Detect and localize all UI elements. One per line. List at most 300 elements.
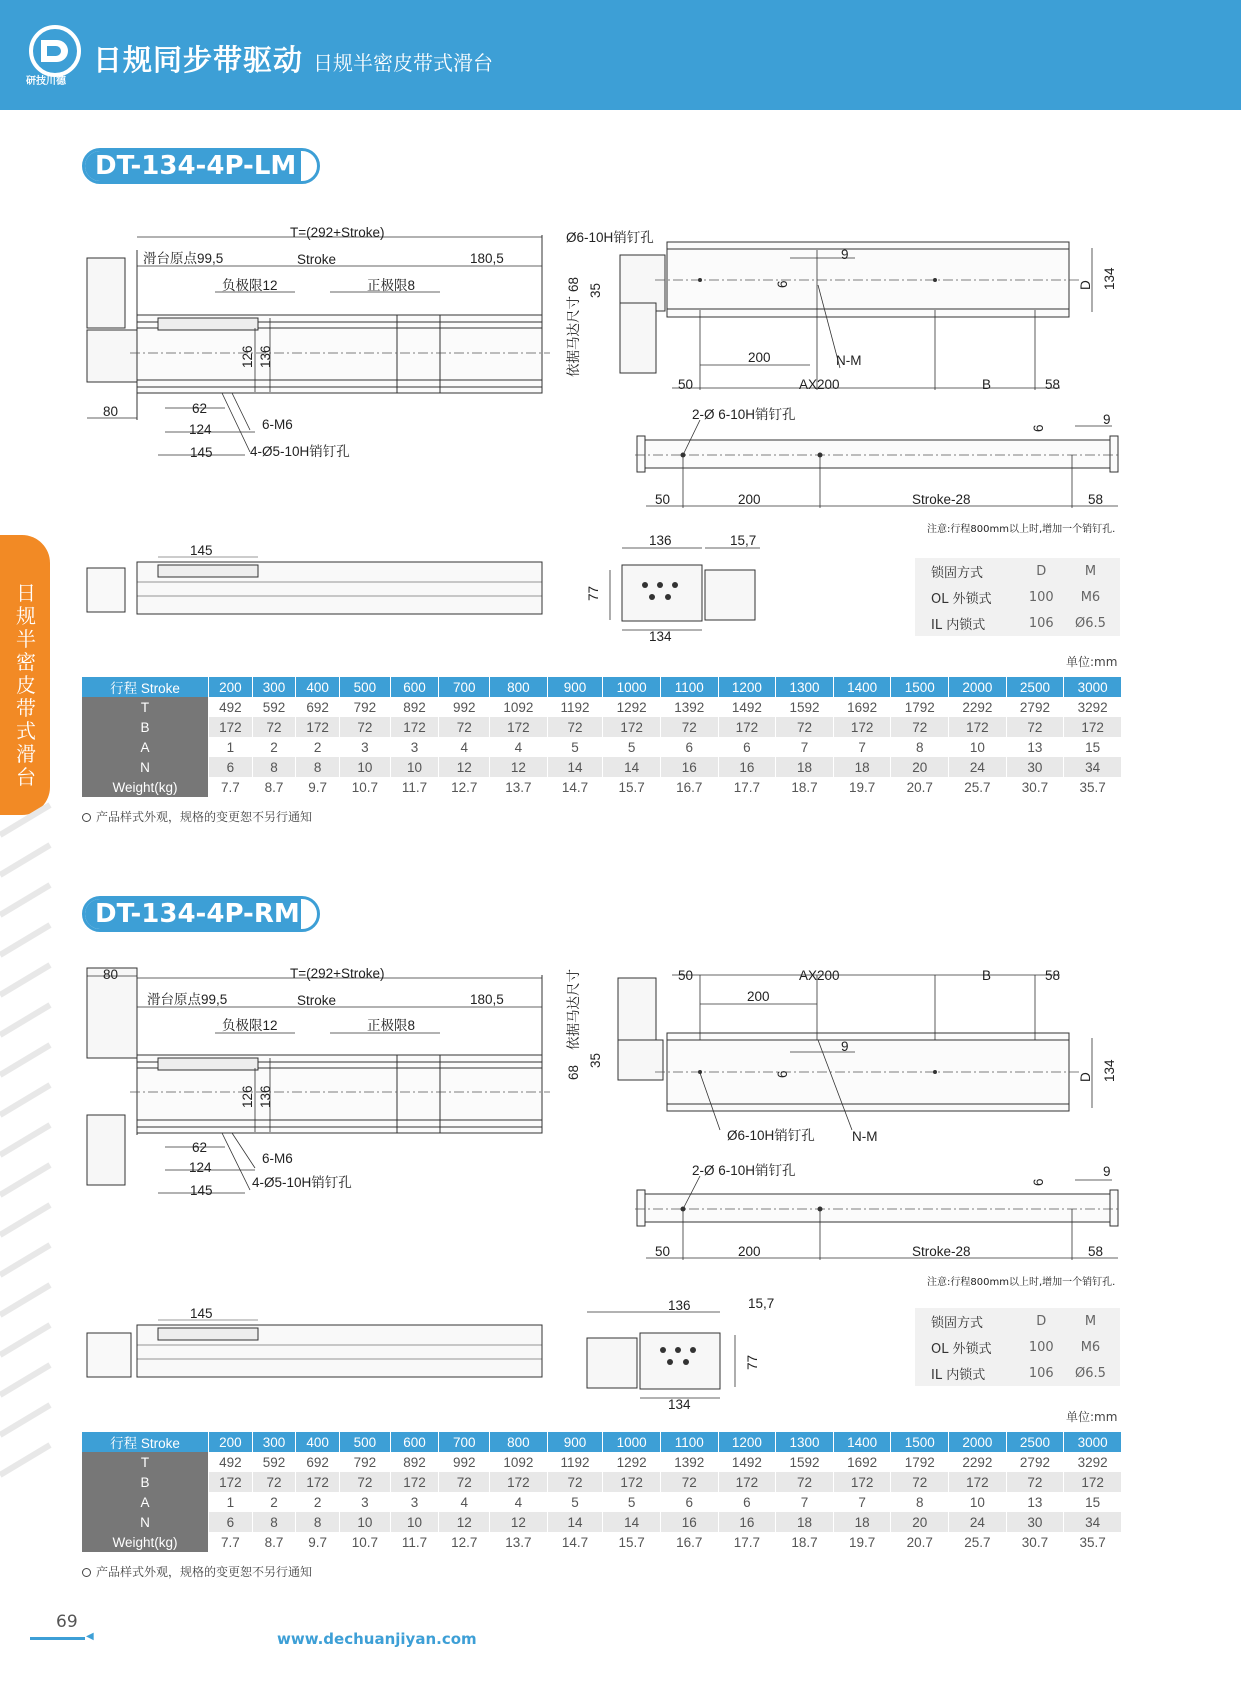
spec-cell: 592 xyxy=(252,1452,296,1472)
spec-cell: 4 xyxy=(490,737,548,757)
notice-text: 产品样式外观，规格的变更恕不另行通知 xyxy=(96,1565,313,1579)
lock-row xyxy=(915,1360,1120,1386)
spec-row xyxy=(82,1452,1122,1472)
spec-cell: 72 xyxy=(891,717,949,737)
spec-cell: 1792 xyxy=(891,697,949,717)
spec-cell: 16.7 xyxy=(660,1532,718,1552)
spec-row xyxy=(82,1512,1122,1532)
lock-header-row xyxy=(915,558,1120,584)
dim-145: 145 xyxy=(190,1183,213,1198)
spec-row xyxy=(82,717,1122,737)
spec-cell: 2 xyxy=(296,1492,340,1512)
dim-134: 134 xyxy=(1102,1059,1117,1082)
dim-total: T=(292+Stroke) xyxy=(290,225,385,240)
spec-stroke-cell: 600 xyxy=(390,1432,439,1452)
dim-35: 35 xyxy=(588,282,603,298)
top-view-drawing xyxy=(560,225,1125,395)
dim-B: B xyxy=(982,377,992,392)
lock-header-row xyxy=(915,1308,1120,1334)
dim-6: 6 xyxy=(775,280,790,288)
spec-cell: 6 xyxy=(660,737,718,757)
spec-cell: 1692 xyxy=(833,1452,891,1472)
spec-cell: 13 xyxy=(1006,737,1064,757)
spec-cell: 592 xyxy=(252,697,296,717)
dim-origin: 滑台原点99,5 xyxy=(147,992,228,1007)
spec-cell: 10.7 xyxy=(340,777,391,797)
dim-b58: 58 xyxy=(1088,1244,1104,1259)
spec-cell: 18 xyxy=(776,757,834,777)
spec-cell: 172 xyxy=(296,1472,340,1492)
spec-cell: 3 xyxy=(390,737,439,757)
spec-cell: 17.7 xyxy=(718,777,776,797)
dim-end: 180,5 xyxy=(470,251,504,266)
spec-cell: 7 xyxy=(833,1492,891,1512)
spec-cell: 3292 xyxy=(1064,1452,1122,1472)
spec-cell: 72 xyxy=(439,717,490,737)
dim-136: 136 xyxy=(258,1085,273,1108)
spec-row xyxy=(82,757,1122,777)
dim-pos-limit: 正极限8 xyxy=(367,278,416,293)
spec-cell: 1092 xyxy=(490,1452,548,1472)
model-name: DT-134-4P-RM xyxy=(95,899,300,929)
spec-cell: 2792 xyxy=(1006,1452,1064,1472)
spec-cell: 17.7 xyxy=(718,1532,776,1552)
spec-cell: 5 xyxy=(547,737,603,757)
lock-cell: Ø6.5 xyxy=(1075,615,1106,631)
spec-cell: 1192 xyxy=(547,697,603,717)
spec-cell: 7.7 xyxy=(209,1532,253,1552)
spec-cell: 6 xyxy=(660,1492,718,1512)
dim-134: 134 xyxy=(1102,267,1117,290)
spec-row xyxy=(82,737,1122,757)
dim-e134: 134 xyxy=(649,629,672,644)
dim-s145: 145 xyxy=(190,543,213,558)
spec-cell: 2 xyxy=(252,1492,296,1512)
spec-cell: 8 xyxy=(252,1512,296,1532)
spec-cell: 35.7 xyxy=(1064,777,1122,797)
spec-cell: 15.7 xyxy=(603,777,661,797)
spec-cell: 172 xyxy=(490,717,548,737)
lock-cell: 100 xyxy=(1028,589,1054,605)
dim-pin-hole: Ø6-10H销钉孔 xyxy=(566,230,654,245)
pin-note: 注意:行程800mm以上时,增加一个销钉孔. xyxy=(927,524,1116,535)
spec-stroke-cell: 1300 xyxy=(776,1432,834,1452)
dim-pins4: 4-Ø5-10H销钉孔 xyxy=(250,444,350,459)
spec-cell: 18 xyxy=(776,1512,834,1532)
spec-row xyxy=(82,1492,1122,1512)
dim-nm: N-M xyxy=(836,353,862,368)
spec-cell: 5 xyxy=(603,1492,661,1512)
lock-cell: OL 外锁式 xyxy=(931,591,992,607)
spec-cell: 992 xyxy=(439,697,490,717)
lock-header-method: 锁固方式 xyxy=(931,565,984,581)
lock-cell: 106 xyxy=(1028,615,1054,631)
spec-stroke-cell: 1000 xyxy=(603,1432,661,1452)
spec-stroke-cell: 600 xyxy=(390,677,439,697)
dim-motor-size: 依据马达尺寸 xyxy=(566,296,581,377)
dim-124: 124 xyxy=(189,422,212,437)
lock-header-m: M xyxy=(1084,563,1097,579)
spec-row xyxy=(82,697,1122,717)
spec-cell: 172 xyxy=(490,1472,548,1492)
spec-cell: 16 xyxy=(718,757,776,777)
spec-stroke-cell: 2000 xyxy=(949,1432,1007,1452)
dim-D: D xyxy=(1078,1072,1093,1082)
dim-m6: 6-M6 xyxy=(262,417,293,432)
spec-stroke-cell: 300 xyxy=(252,1432,296,1452)
spec-stroke-cell: 1500 xyxy=(891,1432,949,1452)
notice xyxy=(82,1563,312,1580)
spec-cell: 9.7 xyxy=(296,1532,340,1552)
dim-neg-limit: 负极限12 xyxy=(222,278,278,293)
lock-table xyxy=(915,1308,1120,1386)
spec-stroke-cell: 200 xyxy=(209,677,253,697)
lock-row xyxy=(915,584,1120,610)
spec-cell: 25.7 xyxy=(949,1532,1007,1552)
dim-pos-limit: 正极限8 xyxy=(367,1018,416,1033)
spec-cell: 34 xyxy=(1064,757,1122,777)
spec-cell: 1292 xyxy=(603,697,661,717)
spec-row-label: B xyxy=(82,717,209,737)
spec-cell: 2292 xyxy=(949,697,1007,717)
spec-cell: 24 xyxy=(949,1512,1007,1532)
spec-cell: 10 xyxy=(340,1512,391,1532)
spec-cell: 172 xyxy=(833,1472,891,1492)
lock-cell: IL 内锁式 xyxy=(931,1367,986,1383)
spec-cell: 18 xyxy=(833,757,891,777)
spec-cell: 20.7 xyxy=(891,777,949,797)
spec-table xyxy=(82,677,1122,797)
page-number: 69 xyxy=(56,1612,78,1632)
footer-website-link[interactable]: www.dechuanjiyan.com xyxy=(277,1630,477,1648)
spec-cell: 4 xyxy=(490,1492,548,1512)
spec-cell: 16 xyxy=(660,757,718,777)
spec-cell: 11.7 xyxy=(390,777,439,797)
spec-cell: 8.7 xyxy=(252,1532,296,1552)
end-view-drawing xyxy=(580,1290,775,1412)
spec-cell: 72 xyxy=(547,717,603,737)
dim-total: T=(292+Stroke) xyxy=(290,966,385,981)
spec-stroke-cell: 1000 xyxy=(603,677,661,697)
spec-cell: 8 xyxy=(296,757,340,777)
spec-stroke-cell: 800 xyxy=(490,1432,548,1452)
spec-cell: 172 xyxy=(296,717,340,737)
lock-row xyxy=(915,1334,1120,1360)
dim-200: 200 xyxy=(748,350,771,365)
dim-b200: 200 xyxy=(738,492,761,507)
side-view-drawing xyxy=(70,960,550,1205)
spec-cell: 3292 xyxy=(1064,697,1122,717)
spec-row xyxy=(82,777,1122,797)
spec-cell: 692 xyxy=(296,1452,340,1472)
spec-cell: 34 xyxy=(1064,1512,1122,1532)
dim-b6: 6 xyxy=(1031,1178,1046,1186)
spec-cell: 19.7 xyxy=(833,1532,891,1552)
spec-cell: 72 xyxy=(547,1472,603,1492)
spec-header-label: 行程 Stroke xyxy=(82,1432,209,1452)
dim-pin-hole: Ø6-10H销钉孔 xyxy=(727,1128,815,1143)
spec-cell: 172 xyxy=(603,717,661,737)
spec-cell: 9.7 xyxy=(296,777,340,797)
spec-cell: 1 xyxy=(209,737,253,757)
spec-row-label: A xyxy=(82,737,209,757)
model-tag-lm xyxy=(82,148,320,184)
spec-stroke-cell: 1100 xyxy=(660,677,718,697)
dim-126: 126 xyxy=(240,345,255,368)
spec-cell: 13 xyxy=(1006,1492,1064,1512)
spec-cell: 1292 xyxy=(603,1452,661,1472)
dim-stroke28: Stroke-28 xyxy=(912,492,971,507)
dim-B: B xyxy=(982,968,992,983)
lock-cell: Ø6.5 xyxy=(1075,1365,1106,1381)
spec-cell: 10 xyxy=(340,757,391,777)
side-category-text: 日规半密皮带式滑台 xyxy=(16,581,36,789)
spec-cell: 492 xyxy=(209,1452,253,1472)
dim-m6: 6-M6 xyxy=(262,1151,293,1166)
side-view-drawing xyxy=(70,220,550,470)
spec-stroke-cell: 500 xyxy=(340,677,391,697)
spec-cell: 72 xyxy=(660,717,718,737)
spec-stroke-cell: 200 xyxy=(209,1432,253,1452)
lock-header-method: 锁固方式 xyxy=(931,1315,984,1331)
spec-cell: 8 xyxy=(252,757,296,777)
spec-cell: 10.7 xyxy=(340,1532,391,1552)
pin-note: 注意:行程800mm以上时,增加一个销钉孔. xyxy=(927,1277,1116,1288)
spec-cell: 72 xyxy=(660,1472,718,1492)
spec-cell: 172 xyxy=(949,717,1007,737)
spec-cell: 15.7 xyxy=(603,1532,661,1552)
spec-stroke-cell: 2500 xyxy=(1006,1432,1064,1452)
spec-cell: 72 xyxy=(776,717,834,737)
spec-cell: 10 xyxy=(390,757,439,777)
spec-cell: 72 xyxy=(1006,1472,1064,1492)
side-decoration xyxy=(0,815,50,1475)
spec-cell: 14 xyxy=(547,757,603,777)
dim-e77: 77 xyxy=(586,585,601,601)
spec-cell: 2792 xyxy=(1006,697,1064,717)
dim-e136: 136 xyxy=(649,533,672,548)
dim-nm: N-M xyxy=(852,1129,878,1144)
spec-cell: 16.7 xyxy=(660,777,718,797)
spec-cell: 16 xyxy=(718,1512,776,1532)
spec-cell: 14 xyxy=(547,1512,603,1532)
lock-cell: 106 xyxy=(1028,1365,1054,1381)
spec-cell: 172 xyxy=(1064,1472,1122,1492)
spec-stroke-cell: 900 xyxy=(547,1432,603,1452)
spec-cell: 1092 xyxy=(490,697,548,717)
spec-stroke-cell: 1300 xyxy=(776,677,834,697)
spec-cell: 12 xyxy=(439,1512,490,1532)
lock-table xyxy=(915,558,1120,636)
dim-58: 58 xyxy=(1045,968,1061,983)
dim-e77: 77 xyxy=(745,1354,760,1370)
spec-header-row xyxy=(82,1432,1122,1452)
spec-cell: 3 xyxy=(340,1492,391,1512)
spec-cell: 72 xyxy=(439,1472,490,1492)
top-view-drawing xyxy=(560,960,1125,1150)
spec-cell: 172 xyxy=(949,1472,1007,1492)
spec-cell: 172 xyxy=(209,717,253,737)
spec-cell: 1592 xyxy=(776,1452,834,1472)
spec-cell: 792 xyxy=(340,697,391,717)
spec-cell: 12 xyxy=(439,757,490,777)
spec-cell: 7 xyxy=(776,737,834,757)
spec-cell: 2292 xyxy=(949,1452,1007,1472)
spec-stroke-cell: 3000 xyxy=(1064,677,1122,697)
spec-cell: 19.7 xyxy=(833,777,891,797)
lock-header-m: M xyxy=(1084,1313,1097,1329)
spec-cell: 1192 xyxy=(547,1452,603,1472)
spec-stroke-cell: 700 xyxy=(439,1432,490,1452)
spec-stroke-cell: 1400 xyxy=(833,677,891,697)
spec-cell: 172 xyxy=(390,1472,439,1492)
spec-header-row xyxy=(82,677,1122,697)
spec-stroke-cell: 1200 xyxy=(718,1432,776,1452)
spec-cell: 12.7 xyxy=(439,1532,490,1552)
spec-cell: 2 xyxy=(296,737,340,757)
dim-e157: 15,7 xyxy=(730,533,757,548)
spec-cell: 1392 xyxy=(660,1452,718,1472)
dim-68: 68 xyxy=(566,1064,581,1080)
lock-header-d: D xyxy=(1036,1313,1047,1329)
spec-cell: 16 xyxy=(660,1512,718,1532)
spec-cell: 72 xyxy=(1006,717,1064,737)
spec-cell: 1492 xyxy=(718,697,776,717)
header-title: 日规同步带驱动 xyxy=(93,43,304,77)
spec-cell: 6 xyxy=(209,757,253,777)
spec-cell: 20 xyxy=(891,1512,949,1532)
dim-b9: 9 xyxy=(1103,1164,1111,1179)
dim-stroke: Stroke xyxy=(297,993,337,1008)
spec-row-label: N xyxy=(82,757,209,777)
dim-D: D xyxy=(1078,280,1093,290)
spec-row-label: Weight(kg) xyxy=(82,777,209,797)
spec-header-label: 行程 Stroke xyxy=(82,677,209,697)
spec-cell: 792 xyxy=(340,1452,391,1472)
spec-cell: 4 xyxy=(439,1492,490,1512)
spec-row-label: A xyxy=(82,1492,209,1512)
unit-label: 单位:mm xyxy=(1066,655,1118,669)
dim-b6: 6 xyxy=(1031,424,1046,432)
dim-35: 35 xyxy=(588,1052,603,1068)
spec-table xyxy=(82,1432,1122,1552)
spec-cell: 72 xyxy=(776,1472,834,1492)
spec-cell: 10 xyxy=(949,1492,1007,1512)
spec-cell: 72 xyxy=(252,1472,296,1492)
spec-stroke-cell: 2000 xyxy=(949,677,1007,697)
spec-cell: 13.7 xyxy=(490,777,548,797)
spec-cell: 172 xyxy=(209,1472,253,1492)
dim-124: 124 xyxy=(189,1160,212,1175)
spec-stroke-cell: 3000 xyxy=(1064,1432,1122,1452)
dim-50: 50 xyxy=(678,377,694,392)
spec-stroke-cell: 1100 xyxy=(660,1432,718,1452)
spec-cell: 5 xyxy=(603,737,661,757)
dim-pins4: 4-Ø5-10H销钉孔 xyxy=(252,1175,352,1190)
logo-text: 研技川德 xyxy=(26,76,66,87)
lock-cell: M6 xyxy=(1080,1339,1101,1355)
notice xyxy=(82,808,312,825)
spec-cell: 14 xyxy=(603,757,661,777)
spec-cell: 8 xyxy=(891,737,949,757)
plate-view-drawing xyxy=(630,1155,1130,1290)
spec-stroke-cell: 400 xyxy=(296,1432,340,1452)
dim-stroke: Stroke xyxy=(297,252,337,267)
dim-126: 126 xyxy=(240,1085,255,1108)
spec-cell: 172 xyxy=(603,1472,661,1492)
spec-cell: 13.7 xyxy=(490,1532,548,1552)
spec-cell: 7 xyxy=(833,737,891,757)
spec-cell: 12 xyxy=(490,757,548,777)
dim-e136: 136 xyxy=(668,1298,691,1313)
spec-cell: 892 xyxy=(390,1452,439,1472)
dim-end: 180,5 xyxy=(470,992,504,1007)
spec-row xyxy=(82,1472,1122,1492)
spec-cell: 3 xyxy=(340,737,391,757)
spec-cell: 10 xyxy=(390,1512,439,1532)
spec-cell: 72 xyxy=(340,1472,391,1492)
spec-row-label: N xyxy=(82,1512,209,1532)
lock-cell: M6 xyxy=(1080,589,1101,605)
spec-row xyxy=(82,1532,1122,1552)
spec-cell: 172 xyxy=(390,717,439,737)
spec-stroke-cell: 300 xyxy=(252,677,296,697)
header-subtitle: 日规半密皮带式滑台 xyxy=(313,51,493,75)
dim-62: 62 xyxy=(192,401,208,416)
spec-cell: 35.7 xyxy=(1064,1532,1122,1552)
spec-cell: 1792 xyxy=(891,1452,949,1472)
dim-pins2: 2-Ø 6-10H销钉孔 xyxy=(692,407,796,422)
spec-stroke-cell: 400 xyxy=(296,677,340,697)
spec-cell: 172 xyxy=(718,717,776,737)
spec-cell: 10 xyxy=(949,737,1007,757)
lock-cell: IL 内锁式 xyxy=(931,617,986,633)
dim-9: 9 xyxy=(841,1039,849,1054)
spec-cell: 7.7 xyxy=(209,777,253,797)
dim-50: 50 xyxy=(678,968,694,983)
notice-text: 产品样式外观，规格的变更恕不另行通知 xyxy=(96,810,313,824)
dim-origin: 滑台原点99,5 xyxy=(143,251,224,266)
spec-cell: 492 xyxy=(209,697,253,717)
end-view-drawing xyxy=(585,530,760,645)
spec-row-label: Weight(kg) xyxy=(82,1532,209,1552)
spec-cell: 1492 xyxy=(718,1452,776,1472)
dim-6: 6 xyxy=(775,1070,790,1078)
spec-cell: 72 xyxy=(340,717,391,737)
dim-b200: 200 xyxy=(738,1244,761,1259)
spec-cell: 1692 xyxy=(833,697,891,717)
lock-cell: OL 外锁式 xyxy=(931,1341,992,1357)
spec-cell: 72 xyxy=(891,1472,949,1492)
spec-stroke-cell: 500 xyxy=(340,1432,391,1452)
spec-cell: 30 xyxy=(1006,757,1064,777)
dim-ax200: AX200 xyxy=(799,377,840,392)
small-side-drawing xyxy=(75,1290,550,1380)
lock-header-d: D xyxy=(1036,563,1047,579)
spec-cell: 2 xyxy=(252,737,296,757)
dim-s145: 145 xyxy=(190,1306,213,1321)
spec-cell: 1392 xyxy=(660,697,718,717)
spec-cell: 18.7 xyxy=(776,777,834,797)
spec-cell: 172 xyxy=(718,1472,776,1492)
spec-cell: 14 xyxy=(603,1512,661,1532)
footer-arrow-icon: ◀ xyxy=(86,1631,94,1642)
unit-label: 单位:mm xyxy=(1066,1410,1118,1424)
spec-cell: 5 xyxy=(547,1492,603,1512)
spec-cell: 692 xyxy=(296,697,340,717)
spec-row-label: T xyxy=(82,1452,209,1472)
dim-pins2: 2-Ø 6-10H销钉孔 xyxy=(692,1163,796,1178)
